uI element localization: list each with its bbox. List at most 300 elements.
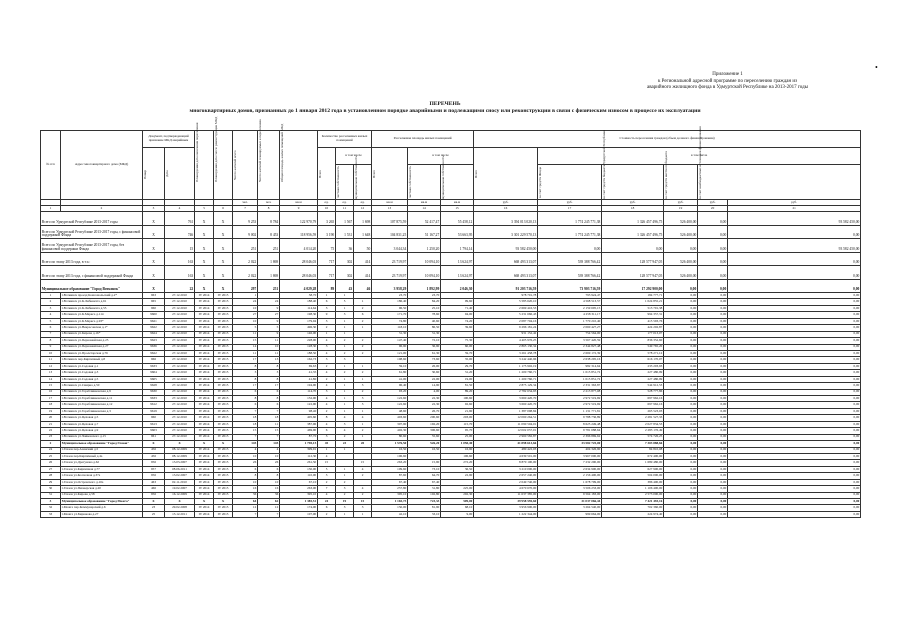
summary-cell: 13 624,97 [441, 252, 474, 266]
row-cell-s: 114,64 [280, 305, 318, 311]
row-cell-n: 31 [41, 492, 61, 498]
row-cell-s: 41,35 [280, 370, 318, 376]
row-cell-d1: 966 [143, 357, 165, 363]
row-cell-t: 4 [318, 350, 336, 356]
column-number-cell: 14 [408, 206, 441, 212]
row-cell-c6: 0,00 [728, 350, 861, 356]
row-cell-d3: IV 2014 [195, 486, 214, 492]
row-cell-d4: IV 2015 [214, 318, 233, 324]
row-cell-w: 16,50 [372, 447, 408, 453]
header-plan-end-resettlement: Планируемая дата окончания переселения [195, 131, 214, 200]
row-cell-d1: 9605 [143, 376, 165, 382]
row-cell-y: 29,70 [441, 363, 474, 369]
row-cell-p: 11 [233, 331, 258, 337]
row-cell-y: 94,00 [441, 312, 474, 318]
row-cell-d4: IV 2015 [214, 408, 233, 414]
row-cell-c5: 0,00 [698, 312, 728, 318]
row-cell-w: 61,80 [372, 370, 408, 376]
row-cell-y: 92,60 [441, 402, 474, 408]
row-cell-c6: 0,00 [728, 447, 861, 453]
unit-cell: ед. [336, 200, 354, 206]
row-cell-x: 78,60 [408, 312, 441, 318]
row-cell-y: 89,20 [441, 389, 474, 395]
row-cell-x: 30,60 [408, 370, 441, 376]
row-cell-c1: 4 670 670,00 [474, 486, 538, 492]
row-cell-w: 1 576,50 [372, 441, 408, 447]
row-cell-c3: 265 523,03 [602, 408, 664, 414]
row-cell-a: г.Воткинск ул.Тореблинковская д.9 [61, 389, 143, 395]
row-cell-p: 15 [233, 428, 258, 434]
row-cell-w: 59,10 [372, 363, 408, 369]
row-cell-a: г.Воткинск ул.Кирова д.16* [61, 331, 143, 337]
row-cell-c5: 0,00 [698, 408, 728, 414]
summary-cell: 10 094,10 [408, 252, 441, 266]
row-cell-d3: X [195, 499, 214, 505]
row-cell-d2: 08.06.2011 [165, 466, 195, 472]
row-cell-d4: IV 2015 [214, 492, 233, 498]
row-cell-u: 5 [336, 299, 354, 305]
row-cell-d4: IV 2015 [214, 293, 233, 299]
row-cell-s: 395,10 [280, 492, 318, 498]
summary-cell: 46 [354, 279, 372, 293]
row-cell-c1: 12 060 264,51 [474, 415, 538, 421]
column-number-cell: 13 [372, 206, 408, 212]
row-cell-y: 1 050,40 [441, 441, 474, 447]
row-cell-y: 225,00 [441, 486, 474, 492]
header-area-incl: в том числе [408, 148, 474, 165]
row-cell-c1: 11 090 504,01 [474, 421, 538, 427]
summary-cell: 761 [165, 212, 195, 226]
row-cell-p: 3 [233, 370, 258, 376]
column-number-cell: 2 [61, 206, 143, 212]
row-cell-d3: IV 2014 [195, 511, 214, 517]
row-cell-c1: 2 782 634,93 [474, 389, 538, 395]
summary-cell: 251 [258, 279, 280, 293]
row-cell-c4: 0,00 [664, 357, 698, 363]
summary-cell: 53 663,95 [441, 225, 474, 239]
row-cell-d2: 19.02.2007 [165, 486, 195, 492]
summary-cell: 0,00 [728, 266, 861, 280]
row-cell-d1: 25 [143, 511, 165, 517]
row-cell-y: 75,30 [441, 338, 474, 344]
row-cell-a: г.Воткинск ул.К.Либкнехта д.55 [61, 305, 143, 311]
row-cell-c2: 33 582 725,00 [538, 441, 602, 447]
row-cell-d1: 963 [143, 293, 165, 299]
row-cell-s: 122,90 [280, 402, 318, 408]
row-cell-q: 12 [258, 505, 280, 511]
row-cell-t: 3 [318, 318, 336, 324]
row-cell-p: 12 [233, 505, 258, 511]
summary-cell: 50 [354, 239, 372, 253]
row-cell-d1: X [143, 499, 165, 505]
row-cell-a: г.Можга ул.Бирюкова д.27 [61, 511, 143, 517]
row-cell-x: 25,10 [408, 305, 441, 311]
row-cell-d3: IV 2014 [195, 318, 214, 324]
row-cell-c2: 1 678 799,00 [538, 479, 602, 485]
summary-cell: 75 [318, 239, 336, 253]
row-cell-c3: 227 480,99 [602, 376, 664, 382]
row-cell-c6: 0,00 [728, 318, 861, 324]
summary-cell: X [143, 252, 165, 266]
row-cell-d4: IV 2015 [214, 363, 233, 369]
row-cell-v: 2 [354, 473, 372, 479]
document-title [120, 101, 770, 115]
row-cell-s: 110,00 [280, 473, 318, 479]
row-cell-w: 80,60 [372, 434, 408, 440]
summary-cell: X [195, 225, 214, 239]
column-number-cell: 21 [728, 206, 861, 212]
summary-cell: 3 190 [318, 225, 336, 239]
row-cell-y: 106,60 [441, 453, 474, 459]
row-cell-c2: 999 664,00 [538, 511, 602, 517]
row-cell-a: г.Воткинск ул.Тореблинковская д.11 [61, 396, 143, 402]
row-cell-n: 24 [41, 447, 61, 453]
row-cell-d3: IV 2014 [195, 383, 214, 389]
row-cell-c6: 0,00 [728, 357, 861, 363]
summary-cell: 3 265 [318, 212, 336, 226]
summary-cell: 93 582 450,00 [728, 239, 861, 253]
summary-cell: X [143, 239, 165, 253]
row-cell-c2: 2 156 400,00 [538, 473, 602, 479]
row-cell-n: 29 [41, 479, 61, 485]
header-cost-local: за счет средств местного бюджета [664, 165, 698, 200]
column-number-cell: 12 [354, 206, 372, 212]
row-cell-w: 96,90 [372, 344, 408, 350]
row-cell-c1: 1 387 098,84 [474, 408, 538, 414]
row-cell-u: 3 [336, 421, 354, 427]
table-header [41, 116, 861, 200]
row-cell-c6: 0,00 [728, 460, 861, 466]
row-cell-d4: IV 2015 [214, 505, 233, 511]
row-cell-c4: 0,00 [664, 344, 698, 350]
row-cell-c3: 616 170,07 [602, 357, 664, 363]
row-cell-c6: 0,00 [728, 370, 861, 376]
row-cell-d3: IV 2014 [195, 408, 214, 414]
row-cell-c5: 0,00 [698, 389, 728, 395]
unit-cell: руб. [698, 200, 728, 206]
summary-cell: 526 400,00 [664, 252, 698, 266]
row-cell-s: 261,50 [280, 460, 318, 466]
row-cell-d4: IV 2015 [214, 338, 233, 344]
column-number-cell: 20 [698, 206, 728, 212]
row-cell-d3: IV 2014 [195, 357, 214, 363]
row-cell-d1: 456 [143, 453, 165, 459]
row-cell-d3: IV 2014 [195, 350, 214, 356]
row-cell-c4: 0,00 [664, 421, 698, 427]
row-cell-t: 2 [318, 376, 336, 382]
row-cell-c6: 0,00 [728, 499, 861, 505]
row-cell-t: 45 [318, 441, 336, 447]
summary-cell: 104 831,25 [372, 225, 408, 239]
row-cell-c1: 480 422,03 [474, 447, 538, 453]
row-cell-p: 145 [233, 441, 258, 447]
row-cell-y: 39,60 [441, 325, 474, 331]
row-cell-d2: 08.12.2009 [165, 453, 195, 459]
row-cell-c3: 836 352,60 [602, 338, 664, 344]
row-cell-u: 1 [336, 408, 354, 414]
row-cell-c5: 0,00 [698, 402, 728, 408]
row-cell-c3: 227 480,99 [602, 370, 664, 376]
row-cell-s: 194,90 [280, 383, 318, 389]
row-cell-d2: 27.12.2010 [165, 434, 195, 440]
unit-cell: чел. [233, 200, 258, 206]
row-cell-u: 1 [336, 402, 354, 408]
table-body [41, 200, 861, 518]
header-cost-incl: в том числе [538, 148, 861, 165]
row-cell-q: 6 [258, 466, 280, 472]
row-cell-x: 64,70 [408, 473, 441, 479]
row-cell-a: г.Воткинск ул.Цеховая д.5 [61, 415, 143, 421]
row-cell-v: 1 [354, 325, 372, 331]
row-cell-y: 25,00 [441, 434, 474, 440]
row-cell-x: 81,90 [408, 505, 441, 511]
header-num: № п/п [41, 131, 61, 200]
row-cell-y: 36,50 [441, 466, 474, 472]
row-cell-c6: 0,00 [728, 441, 861, 447]
row-cell-q: 7 [258, 434, 280, 440]
summary-cell: 1 567 [336, 212, 354, 226]
row-cell-d3: IV 2014 [195, 479, 214, 485]
row-cell-u: 2 [336, 492, 354, 498]
row-cell-a: г.Воткинск ул.Садовая д.1 [61, 363, 143, 369]
row-cell-p: 18 [233, 415, 258, 421]
row-cell-c4: 0,00 [664, 415, 698, 421]
summary-cell: 0,00 [728, 279, 861, 293]
row-cell-u: 1 [336, 293, 354, 299]
row-cell-x: 15,90 [408, 460, 441, 466]
row-cell-d3: IV 2014 [195, 376, 214, 382]
summary-cell: 1 326 457 496,75 [602, 225, 664, 239]
row-cell-p: 8 [233, 396, 258, 402]
row-cell-c3: 1 106 400,00 [602, 486, 664, 492]
row-cell-a: г.Глазов ул.Колхозная д.37а [61, 473, 143, 479]
column-number-cell: 19 [664, 206, 698, 212]
row-cell-p: 26 [233, 460, 258, 466]
row-cell-d1: 9612 [143, 402, 165, 408]
row-cell-c3: 2 027 834,53 [602, 421, 664, 427]
summary-row [41, 266, 861, 280]
row-cell-c3: 415 593,76 [602, 318, 664, 324]
row-cell-u: 19 [336, 499, 354, 505]
row-cell-u: 1 [336, 511, 354, 517]
row-cell-w: 118,10 [372, 325, 408, 331]
row-cell-x: 55,60 [408, 434, 441, 440]
row-cell-d1: 9630 [143, 389, 165, 395]
row-cell-c5: 0,00 [698, 305, 728, 311]
row-cell-c1: 1 175 902,19 [474, 363, 538, 369]
row-cell-a: г.Глазов ул.Кирпичная д.77 [61, 466, 143, 472]
row-cell-c6: 0,00 [728, 383, 861, 389]
row-cell-d3: IV 2014 [195, 389, 214, 395]
summary-cell: 3 301 229 570,13 [474, 225, 538, 239]
row-cell-w: 122,60 [372, 396, 408, 402]
row-cell-c1: 3 956 900,00 [474, 505, 538, 511]
row-cell-d2: 27.12.2010 [165, 299, 195, 305]
summary-label: Всего по этапу 2013 года, в т.ч.: [41, 252, 143, 266]
row-cell-w: 147,40 [372, 338, 408, 344]
row-cell-q: 7 [258, 511, 280, 517]
row-cell-t: 4 [318, 338, 336, 344]
row-cell-c4: 0,00 [664, 389, 698, 395]
row-cell-d1: 23 [143, 505, 165, 511]
row-cell-q: 13 [258, 357, 280, 363]
row-cell-x: 192,20 [408, 421, 441, 427]
row-cell-d1: 456 [143, 447, 165, 453]
row-cell-p: 17 [233, 357, 258, 363]
header-plan-end-demolition: Планируемая дата сноса/ реконструкции МКД [214, 131, 233, 200]
row-cell-c6: 0,00 [728, 402, 861, 408]
row-cell-c6: 0,00 [728, 299, 861, 305]
summary-cell: 1 698 [354, 212, 372, 226]
row-cell-d3: IV 2014 [195, 363, 214, 369]
row-cell-s: 38,70 [280, 293, 318, 299]
row-cell-p: 6 [233, 466, 258, 472]
row-cell-y: 9,00 [441, 511, 474, 517]
row-cell-p: 15 [233, 338, 258, 344]
row-cell-n: 3 [41, 499, 61, 505]
row-cell-c5: 0,00 [698, 293, 728, 299]
row-cell-s: 228,00 [280, 338, 318, 344]
row-cell-c5: 0,00 [698, 415, 728, 421]
row-cell-a: Муниципальное образование "Город Можга" [61, 499, 143, 505]
column-number-cell: 8 [258, 206, 280, 212]
row-cell-d3: IV 2014 [195, 460, 214, 466]
row-cell-x: 200,60 [408, 415, 441, 421]
row-cell-y: 31,20 [441, 370, 474, 376]
row-cell-c3: 2 573 000,00 [602, 492, 664, 498]
summary-cell: 93 582 450,00 [728, 212, 861, 226]
row-cell-y: 272,20 [441, 460, 474, 466]
unit-cell: ед. [354, 200, 372, 206]
row-cell-c3: 544 912,53 [602, 383, 664, 389]
row-cell-t: 4 [318, 402, 336, 408]
title-line: ПЕРЕЧЕНЬ [429, 101, 461, 107]
row-cell-n: 12 [41, 363, 61, 369]
row-cell-p: 64 [233, 499, 258, 505]
row-cell-c2: 982 314,64 [538, 363, 602, 369]
row-cell-w: 109,60 [372, 466, 408, 472]
row-cell-d3: IV 2014 [195, 447, 214, 453]
row-cell-c1: 9 296 181,24 [474, 325, 538, 331]
row-cell-d2: 27.12.2010 [165, 402, 195, 408]
row-cell-q: 10 [258, 479, 280, 485]
row-cell-d2: 27.12.2010 [165, 396, 195, 402]
row-cell-x: 36,90 [408, 344, 441, 350]
row-cell-s: 496,30 [280, 325, 318, 331]
header-address: Адрес многоквартирного дома (МКД) [61, 131, 143, 200]
summary-cell: 0,00 [698, 266, 728, 280]
row-cell-c1: 3 210 000,00 [474, 466, 538, 472]
row-cell-d1: 9636 [143, 344, 165, 350]
row-cell-d1: 466 [143, 486, 165, 492]
row-cell-c3: 1 024 855,21 [602, 299, 664, 305]
row-cell-p: 8 [233, 363, 258, 369]
summary-cell: 0,00 [698, 225, 728, 239]
row-cell-y: 71,40 [441, 305, 474, 311]
row-cell-y: 59,70 [441, 350, 474, 356]
row-cell-d4: IV 2015 [214, 415, 233, 421]
row-cell-d4: IV 2015 [214, 312, 233, 318]
row-cell-q: 17 [258, 383, 280, 389]
row-cell-y: 19,00 [441, 376, 474, 382]
row-cell-t: 5 [318, 466, 336, 472]
row-cell-c5: 0,00 [698, 325, 728, 331]
row-cell-q: 16 [258, 486, 280, 492]
row-cell-d3: IV 2014 [195, 421, 214, 427]
row-cell-u: 2 [336, 434, 354, 440]
row-cell-c4: 0,00 [664, 396, 698, 402]
row-cell-c2: 9 781 688,64 [538, 428, 602, 434]
header-cost-extra: за счет внебюджетных источников финансирования [698, 165, 861, 200]
row-cell-d2: 27.12.2010 [165, 338, 195, 344]
row-cell-p: 10 [233, 479, 258, 485]
header-rooms-group: Количество расселяемых жилых помещений [318, 131, 372, 148]
row-cell-d1: 9621 [143, 318, 165, 324]
row-cell-s: 98,40 [280, 408, 318, 414]
row-cell-c6: 0,00 [728, 312, 861, 318]
summary-cell: 23 719,97 [372, 266, 408, 280]
row-cell-c4: 0,00 [664, 473, 698, 479]
row-cell-c4: 0,00 [664, 402, 698, 408]
row-cell-c4: 0,00 [664, 486, 698, 492]
row-cell-y: 22,90 [441, 473, 474, 479]
row-cell-x: 26,00 [408, 363, 441, 369]
unit-cell: чел. [258, 200, 280, 206]
row-cell-d1: 9622 [143, 350, 165, 356]
summary-cell: 414 [354, 252, 372, 266]
row-cell-t: 4 [318, 492, 336, 498]
register-table [40, 116, 861, 518]
row-cell-n: 9 [41, 344, 61, 350]
row-cell-n: 8 [41, 338, 61, 344]
row-cell-c5: 0,00 [698, 505, 728, 511]
row-cell-n: 27 [41, 466, 61, 472]
row-cell-c5: 0,00 [698, 473, 728, 479]
row-cell-d4: IV 2015 [214, 299, 233, 305]
row-cell-p: 7 [233, 434, 258, 440]
row-cell-s: 179,94 [280, 318, 318, 324]
row-cell-q: 8 [258, 376, 280, 382]
row-cell-q: 18 [258, 415, 280, 421]
row-cell-c2: 2 159 695,15 [538, 305, 602, 311]
row-cell-a: г.Воткинск ул.Чайковского д.15 [61, 434, 143, 440]
row-cell-d2: 27.12.2010 [165, 428, 195, 434]
row-cell-v: 2 [354, 318, 372, 324]
row-cell-u: 23 [336, 441, 354, 447]
row-cell-d3: IV 2014 [195, 428, 214, 434]
row-cell-x: 73,10 [408, 466, 441, 472]
row-cell-c1: 39 958 559,60 [474, 499, 538, 505]
row-cell-q: 5 [258, 325, 280, 331]
summary-cell: 122 970,79 [280, 212, 318, 226]
row-cell-n: 26 [41, 460, 61, 466]
row-cell-p: 7 [233, 511, 258, 517]
row-cell-c6: 0,00 [728, 396, 861, 402]
row-cell-d2: X [165, 441, 195, 447]
row-cell-q: 9 [258, 305, 280, 311]
summary-cell: 3 044,34 [372, 239, 408, 253]
row-cell-c6: 0,00 [728, 453, 861, 459]
row-cell-u: 1 [336, 331, 354, 337]
row-cell-a: г.Глазов ул.Драгунова д.62 [61, 460, 143, 466]
row-cell-d3: IV 2014 [195, 299, 214, 305]
summary-label: Всего по Удмуртской Республике 2013-2017 годы, без финансовой поддержки Фонда [41, 239, 143, 253]
row-cell-a: г.Воткинск проезд Комсомольский д.2* [61, 293, 143, 299]
summary-row [41, 279, 861, 293]
row-cell-v: 15 [354, 499, 372, 505]
row-cell-d1: 9604 [143, 370, 165, 376]
row-cell-x: 31,80 [408, 486, 441, 492]
